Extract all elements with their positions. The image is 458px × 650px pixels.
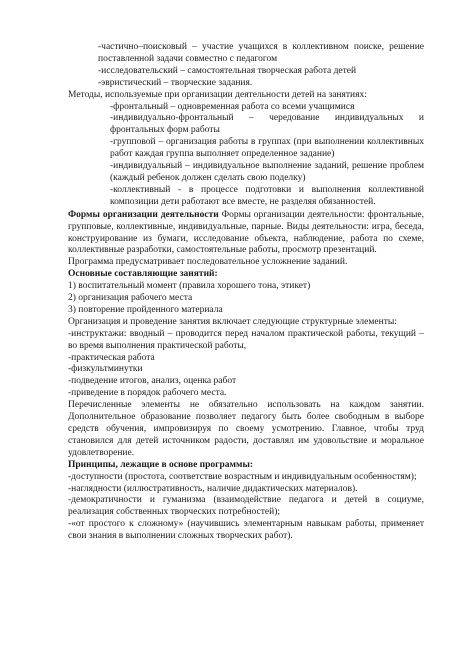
principle-item: -наглядности (иллюстративность, наличие дидактических материалов). (68, 483, 358, 494)
method-frontal: -фронтальный – одновременная работа со всеми учащимися (110, 101, 355, 112)
method-heuristic: -эвристический – творческие задания. (98, 77, 253, 88)
method-collective: -коллективный - в процессе подготовки и выполнения коллективной композиции дети работают все вместе, не разделяя обязанностей. (110, 184, 424, 207)
principle-item: -демократичности и гуманизма (взаимодействие педагога и детей в социуме, реализация собственных творческих потребностей); (68, 495, 424, 518)
forms-text: Формы организации деятельности: фронтальные, групповые, коллективные, индивидуальные, парные. Виды деятельности: игра, беседа, конструирование из бумаги, исследование объекта, наблюдение, работа по схеме, коллективные разработки, самостоятельные работы, просмотр презентаций. (68, 209, 424, 256)
component-item: 2) организация рабочего места (68, 293, 193, 304)
method-partial-search: -частично–поисковый – участие учащихся в коллективном поиске, решение поставленной задачи совместно с педагогом (98, 42, 424, 64)
principle-item: -доступности (простота, соответствие возрастным и индивидуальным особенностям); (68, 471, 417, 482)
structure-item: -физкультминутки (68, 364, 143, 375)
note-paragraph: Перечисленные элементы не обязательно использовать на каждом занятии. Дополнительное образование позволяет педагогу быть более свободным в выборе средств обучения, импровизируя по своему усмотрению. Главное, чтобы труд становился для детей источником радости, доставлял им удовольствие и моральное удовлетворение. (68, 400, 424, 458)
principles-heading: Принципы, лежащие в основе программы: (68, 459, 254, 470)
forms-heading: Формы организации деятельности (68, 209, 219, 220)
structure-item: -практическая работа (68, 352, 155, 363)
component-item: 1) воспитательный момент (правила хорошего тона, этикет) (68, 281, 311, 292)
method-individual-frontal: -индивидуально-фронтальный – чередование индивидуальных и фронтальных форм работы (110, 113, 424, 136)
principle-item: -«от простого к сложному» (научившись элементарным навыкам работы, применяет свои знания в выполнении сложных творческих работ). (68, 519, 424, 542)
components-heading: Основные составляющие занятий: (68, 269, 218, 280)
method-research: -исследовательский – самостоятельная творческая работа детей (98, 65, 357, 76)
method-group: -групповой – организация работы в группах (при выполнении коллективных работ каждая группа выполняет определенное задание) (110, 137, 424, 160)
methods-intro: Методы, используемые при организации деятельности детей на занятиях: (68, 89, 367, 100)
component-item: 3) повторение пройденного материала (68, 304, 223, 315)
structure-item: -приведение в порядок рабочего места. (68, 388, 227, 399)
method-individual: -индивидуальный – индивидуальное выполнение заданий, решение проблем (каждый ребенок должен сделать свою поделку) (110, 161, 424, 183)
forms-paragraph (68, 210, 424, 258)
structure-item: -инструктажи: вводный – проводится перед началом практической работы, текущий – во время выполнения практической работы, (68, 328, 424, 351)
structure-item: -подведение итогов, анализ, оценка работ (68, 376, 237, 387)
structure-intro: Организация и проведение занятия включает следующие структурные элементы: (68, 316, 397, 327)
program-sentence: Программа предусматривает последовательное усложнение заданий. (68, 257, 348, 268)
